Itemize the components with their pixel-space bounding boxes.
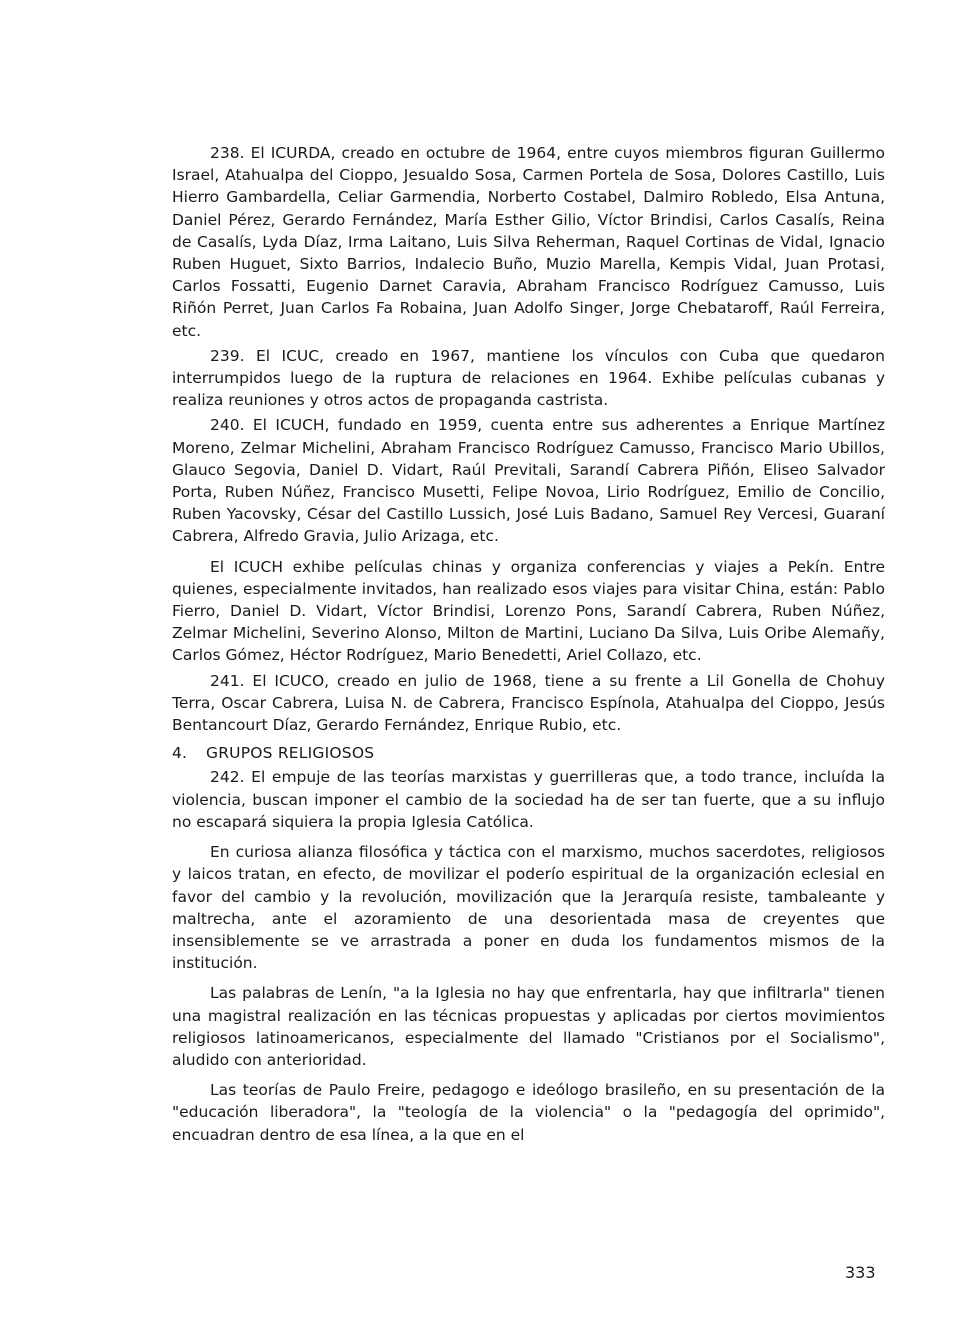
paragraph-241: 241. El ICUCO, creado en julio de 1968, tiene a su frente a Lil Gonella de Chohuy Terra, Oscar Cabrera, Luisa N. de Cabrera, Francisco Espínola, Atahualpa del Cioppo, Jesús Bentancourt Díaz, Gerardo Fernández, Enrique Rubio, etc.: [172, 671, 885, 735]
paragraph-240-continued: El ICUCH exhibe películas chinas y organiza conferencias y viajes a Pekín. Entre quienes, especialmente invitados, han realizado esos viajes para visitar China, están: Pablo Fierro, Daniel D. Vidart, Víctor Brindisi, Lorenzo Pons, Sarandí Cabrera, Ruben Núñez, Zelmar Michelini, Severino Alonso, Milton de Martini, Luciano Da Silva, Luis Oribe Alemañy, Carlos Gómez, Héctor Rodríguez, Mario Benedetti, Ariel Collazo, etc.: [172, 557, 885, 665]
paragraph-240: 240. El ICUCH, fundado en 1959, cuenta entre sus adherentes a Enrique Martínez Moreno, Zelmar Michelini, Abraham Francisco Rodríguez Camusso, Francisco Mario Ubillos, Glauco Segovia, Daniel D. Vidart, Raúl Previtali, Sarandí Cabrera Piñón, Eliseo Salvador Porta, Ruben Núñez, Francisco Musetti, Felipe Novoa, Lirio Rodríguez, Emilio de Concilio, Ruben Yacovsky, César del Castillo Lussich, José Luis Badano, Samuel Rey Vercesi, Guaraní Cabrera, Alfredo Gravia, Julio Arizaga, etc.: [172, 416, 885, 546]
paragraph-238: 238. El ICURDA, creado en octubre de 1964, entre cuyos miembros figuran Guillermo Israel, Atahualpa del Cioppo, Jesualdo Sosa, Carmen Portela de Sosa, Dolores Castillo, Luis Hierro Gambardella, Celiar Garmendia, Norberto Costabel, Dalmiro Robledo, Elsa Antuna, Daniel Pérez, Gerardo Fernández, María Esther Gilio, Víctor Brindisi, Carlos Casalís, Reina de Casalís, Lyda Díaz, Irma Laitano, Luis Silva Reherman, Raquel Cortinas de Vidal, Ignacio Ruben Huguet, Sixto Barrios, Indalecio Buño, Muzio Marella, Kempis Vidal, Juan Protasi, Carlos Fossatti, Eugenio Darnet Caravia, Abraham Francisco Rodríguez Camusso, Luis Riñón Perret, Juan Carlos Fa Robaina, Juan Adolfo Singer, Jorge Chebataroff, Raúl Ferreira, etc.: [172, 144, 885, 340]
page-number: 333: [845, 1263, 876, 1282]
section-heading: [172, 742, 885, 764]
section-title: GRUPOS RELIGIOSOS: [206, 744, 375, 763]
paragraph-242-lenin: Las palabras de Lenín, "a la Iglesia no hay que enfrentarla, hay que infiltrarla" tienen una magistral realización en las técnicas propuestas y aplicadas por ciertos movimientos religiosos latinoamericanos, especialmente del llamado "Cristianos por el Socialismo", aludido con anterioridad.: [172, 984, 885, 1069]
section-number: 4.: [172, 744, 188, 763]
paragraph-242-alliance: En curiosa alianza filosófica y táctica con el marxismo, muchos sacerdotes, religiosos y laicos tratan, en efecto, de movilizar el poderío espiritual de la organización eclesial en favor del cambio y la revolución, movilización que la Jerarquía resiste, tambaleante y maltrecha, ante el azoramiento de una desorientada masa de creyentes que insensiblemente se ve arrastrada a poner en duda los fundamentos mismos de la institución.: [172, 843, 885, 973]
page-body: [172, 142, 885, 1146]
paragraph-242-freire: Las teorías de Paulo Freire, pedagogo e ideólogo brasileño, en su presentación de la "educación liberadora", la "teología de la violencia" o la "pedagogía del oprimido", encuadran dentro de esa línea, a la que en el: [172, 1081, 885, 1144]
paragraph-239: 239. El ICUC, creado en 1967, mantiene los vínculos con Cuba que quedaron interrumpidos luego de la ruptura de relaciones en 1964. Exhibe películas cubanas y realiza reuniones y otros actos de propaganda castrista.: [172, 346, 885, 410]
paragraph-242: 242. El empuje de las teorías marxistas y guerrilleras que, a todo trance, incluída la violencia, buscan imponer el cambio de la sociedad ha de ser tan fuerte, que a su influjo no escapará siquiera la propia Iglesia Católica.: [172, 768, 885, 831]
